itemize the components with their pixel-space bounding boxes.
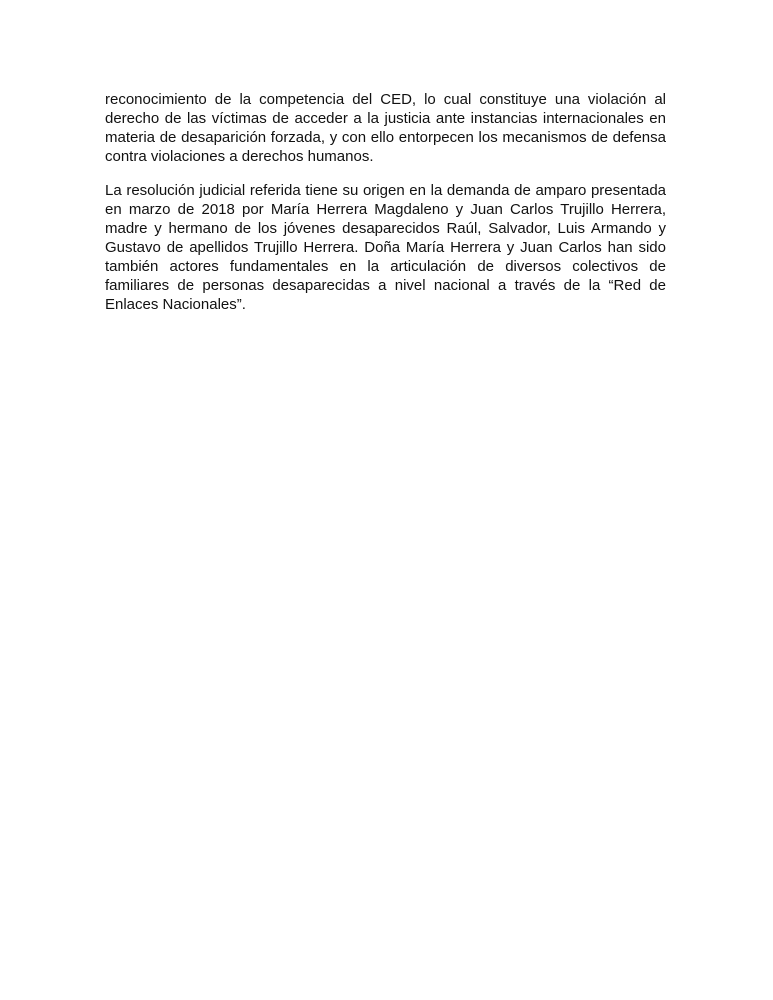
body-text (105, 90, 666, 329)
paragraph-1: reconocimiento de la competencia del CED, lo cual constituye una violación al derecho de las víctimas de acceder a la justicia ante instancias internacionales en materia de desaparición forzada, y con ello entorpecen los mecanismos de defensa contra violaciones a derechos humanos. (105, 91, 666, 165)
paragraph-2: La resolución judicial referida tiene su origen en la demanda de amparo presentada en marzo de 2018 por María Herrera Magdaleno y Juan Carlos Trujillo Herrera, madre y hermano de los jóvenes desaparecidos Raúl, Salvador, Luis Armando y Gustavo de apellidos Trujillo Herrera. Doña María Herrera y Juan Carlos han sido también actores fundamentales en la articulación de diversos colectivos de familiares de personas desaparecidas a nivel nacional a través de la “Red de Enlaces Nacionales”. (105, 182, 666, 313)
